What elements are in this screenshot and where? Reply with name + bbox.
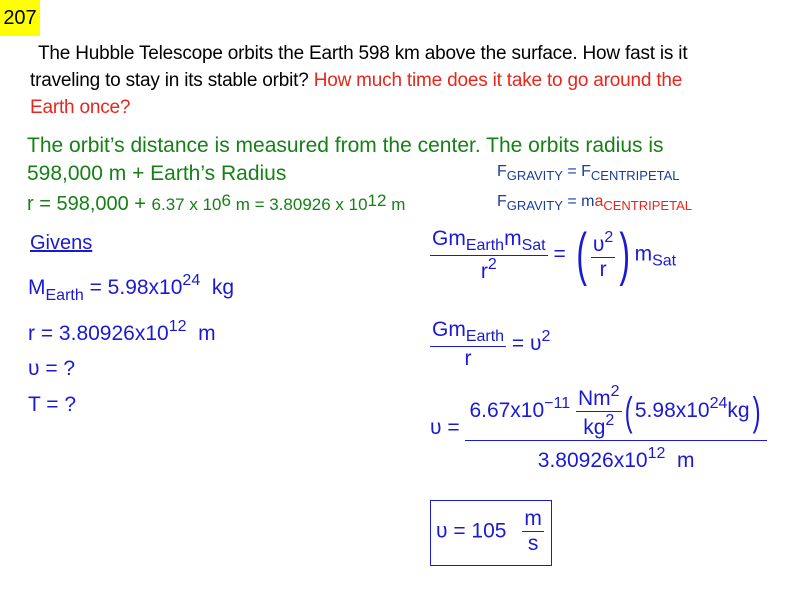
gm-over-r	[430, 318, 506, 371]
velocity-result	[436, 507, 544, 556]
radius-calculation	[27, 193, 405, 216]
f-symbol: F	[497, 163, 507, 180]
right-paren: )	[752, 389, 761, 434]
gravity-sub: GRAVITY	[506, 198, 563, 213]
radius-exp: 12	[168, 318, 187, 335]
explanation-line-1: The orbit’s distance is measured from the center. The orbits radius is	[27, 134, 664, 157]
velocity-lhs: υ =	[430, 416, 460, 439]
m-term: m	[504, 226, 522, 250]
mass-exp: 24	[182, 272, 201, 289]
equals: =	[553, 242, 566, 266]
v-term: υ	[592, 232, 605, 256]
f-symbol: F	[581, 163, 591, 180]
equals: =	[562, 163, 582, 180]
sat-sub: Sat	[652, 252, 677, 270]
left-paren: (	[575, 222, 587, 287]
v-exp: 2	[604, 228, 614, 246]
mass-unit: kg	[200, 276, 235, 299]
derivation-step-3	[430, 383, 767, 473]
question-line-1: The Hubble Telescope orbits the Earth 598 km above the surface. How fast is it	[38, 43, 688, 64]
radius-unit: m	[186, 322, 216, 345]
meters-unit: m	[524, 507, 542, 530]
mass-exp: 24	[709, 395, 728, 413]
r-exp: 2	[487, 255, 497, 273]
earth-radius: 6.37 x 10	[151, 195, 222, 214]
radius-value: 3.80926x10	[537, 449, 648, 472]
right-paren: )	[619, 222, 631, 287]
radius-prefix: r = 598,000 +	[27, 193, 152, 215]
derivation-step-2	[430, 318, 550, 371]
given-period	[28, 393, 76, 417]
given-velocity	[28, 357, 75, 381]
g-term: Gm	[432, 226, 466, 250]
question-line-2-main: traveling to stay in its stable orbit?	[30, 70, 314, 91]
radius-symbol: r	[28, 322, 35, 345]
explanation-line-2: 598,000 m + Earth’s Radius	[27, 162, 287, 185]
givens-heading: Givens	[30, 232, 93, 254]
velocity-unknown: = ?	[39, 357, 76, 380]
slide-number-badge: 207	[0, 0, 40, 36]
earth-sub: Earth	[465, 236, 505, 254]
mass-unit: kg	[727, 399, 750, 423]
velocity-value: υ = 105	[436, 519, 507, 543]
velocity-fraction	[465, 383, 766, 473]
g-term: Gm	[432, 318, 466, 341]
radius-value: = 3.80926x10	[35, 322, 169, 345]
mass-value: 5.98x10	[634, 399, 710, 423]
force-equation-1	[497, 163, 680, 183]
nm-exp: 2	[610, 383, 620, 400]
g-unit-fraction	[576, 383, 622, 440]
centripetal-fraction	[591, 229, 615, 282]
left-paren: (	[624, 389, 633, 434]
question-line-3: Earth once?	[30, 97, 131, 118]
radius-unit: m	[386, 195, 406, 214]
v-exp: 2	[541, 328, 551, 346]
radius-result: m = 3.80926 x 10	[230, 195, 368, 214]
mass-symbol: M	[28, 276, 46, 299]
nm-unit: Nm	[577, 387, 611, 410]
question-line-2	[30, 67, 687, 94]
earth-sub: Earth	[465, 328, 505, 345]
problem-statement	[30, 40, 687, 121]
mass-symbol: m	[581, 193, 595, 210]
period-unknown: = ?	[40, 393, 77, 416]
velocity-symbol: υ	[28, 357, 40, 380]
f-symbol: F	[497, 193, 507, 210]
force-equation-2	[497, 193, 692, 213]
m-term: m	[634, 242, 653, 266]
equals: =	[562, 193, 582, 210]
radius-result-exp: 12	[367, 191, 387, 210]
r-term: r	[599, 257, 607, 281]
centripetal-sub: CENTRIPETAL	[590, 168, 680, 183]
r-term: r	[464, 347, 472, 370]
seconds-unit: s	[527, 532, 539, 555]
ms-unit-fraction	[522, 507, 544, 556]
given-earth-mass	[28, 272, 234, 305]
radius-exp: 12	[647, 445, 666, 462]
kg-unit: kg	[583, 416, 606, 439]
period-symbol: T	[28, 393, 41, 416]
earth-radius-exp: 6	[221, 191, 231, 210]
g-value: 6.67x10	[469, 399, 545, 423]
kg-exp: 2	[605, 412, 615, 429]
radius-unit: m	[665, 449, 695, 472]
equals-v: = υ	[506, 332, 542, 356]
mass-value: = 5.98x10	[83, 276, 183, 299]
gravity-sub: GRAVITY	[506, 168, 563, 183]
centripetal-sub: CENTRIPETAL	[603, 198, 692, 213]
earth-sub: Earth	[45, 287, 84, 304]
question-highlight: How much time does it take to go around the	[313, 70, 683, 91]
derivation-step-1	[430, 222, 677, 287]
acceleration-symbol: a	[594, 193, 604, 210]
gravity-fraction	[430, 227, 548, 284]
g-exp: −11	[544, 395, 571, 413]
sat-sub: Sat	[521, 236, 546, 254]
given-radius	[28, 318, 216, 346]
r-term: r	[480, 259, 488, 283]
